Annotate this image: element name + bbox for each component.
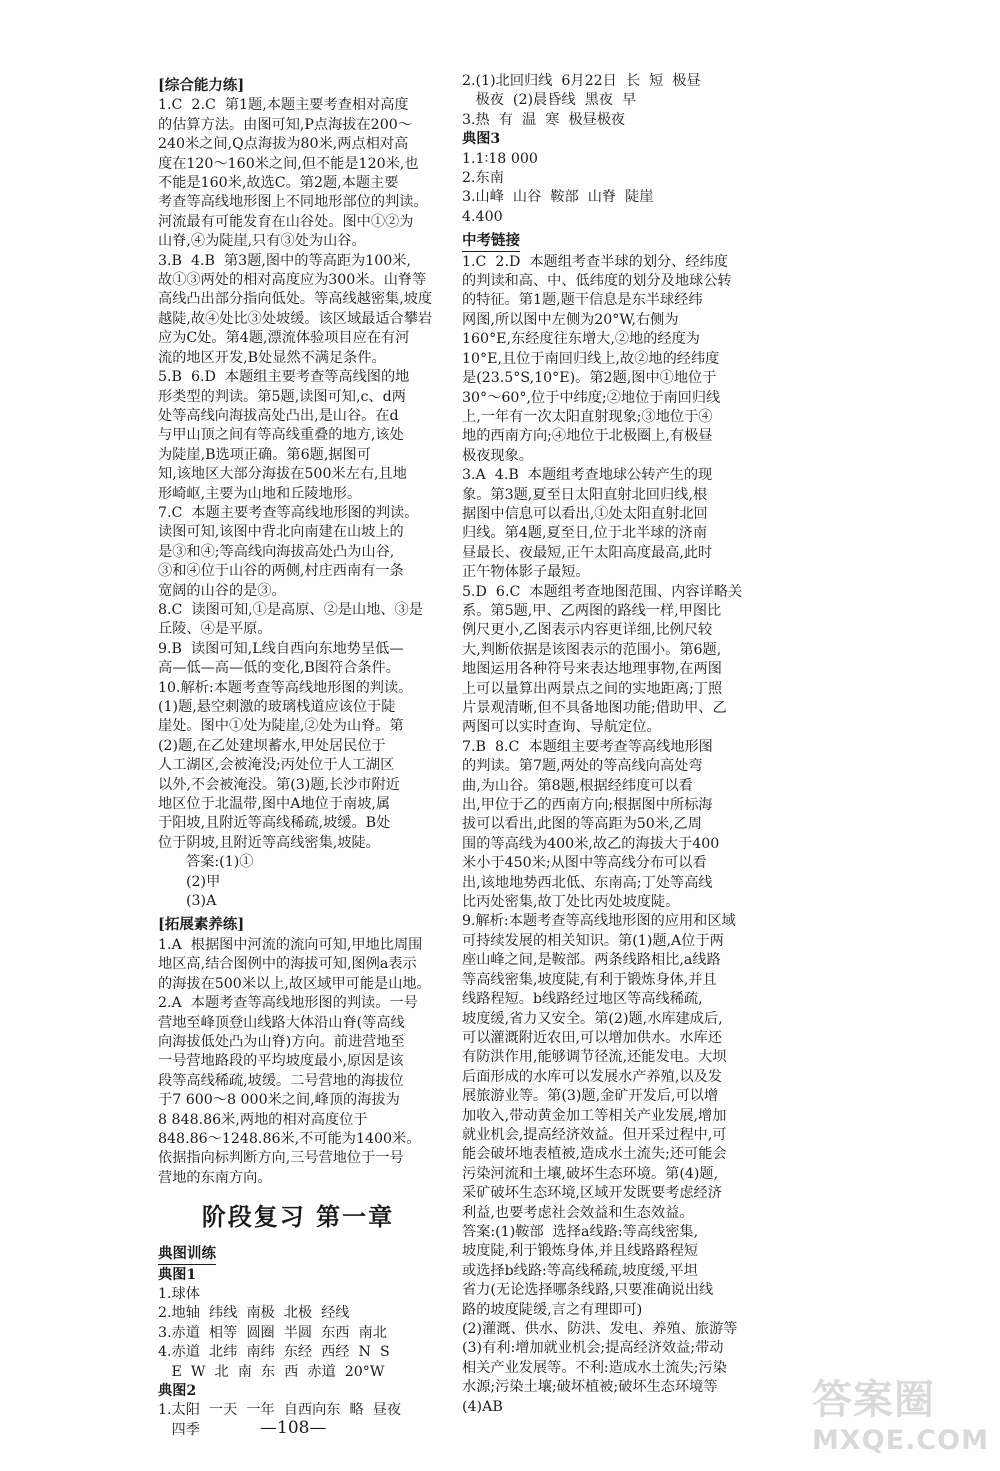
text-line: 或选择b线路:等高线稀疏,坡度缓,平坦 — [462, 1262, 698, 1279]
text-line: (2)甲 — [186, 873, 221, 890]
text-line: 流的地区开发,B处显然不满足条件。 — [158, 349, 386, 366]
section-heading-comprehensive: [综合能力练] — [158, 77, 245, 94]
text-line: 3.B 4.B 第3题,图中的等高距为100米, — [158, 252, 411, 269]
text-line: 3.赤道 相等 圆圈 半圆 东西 南北 — [158, 1324, 387, 1341]
text-line: 160°E,东经度往东增大,②地的经度为 — [462, 331, 700, 348]
text-line: 出,该地地势西北低、东南高;丁处等高线 — [462, 874, 713, 891]
text-line: 与甲山顶之间有等高线重叠的地方,该处 — [158, 427, 404, 444]
text-line: 于7 600～8 000米之间,峰顶的海拔为 — [158, 1092, 400, 1109]
text-line: 利益,也要考虑社会效益和生态效益。 — [462, 1204, 694, 1221]
exam-answer-3-4 — [462, 466, 778, 582]
text-line: E W 北 南 东 西 赤道 20°W — [158, 1363, 385, 1380]
text-line: 宽阔的山谷的是③。 — [158, 582, 286, 599]
exam-answer-7-8 — [462, 738, 778, 913]
text-line: 的估算方法。由图可知,P点海拔在200～ — [158, 116, 412, 133]
text-line: 两图可以实时查询、导航定位。 — [462, 719, 661, 736]
text-line: 例尺更小,乙图表示内容更详细,比例尺较 — [462, 622, 713, 639]
text-line: 山脊,④为陡崖,只有③处为山谷。 — [158, 233, 366, 250]
text-line: 3.热 有 温 寒 极昼极夜 — [462, 111, 626, 128]
text-line: 地区高,结合图例中的海拔可知,图例a表示 — [158, 956, 417, 973]
text-line: 座山峰之间,是鞍部。两条线路相比,a线路 — [462, 952, 721, 969]
text-line: 依据指向标判断方向,三号营地位于一号 — [158, 1150, 404, 1167]
text-line: 上,一年有一次太阳直射现象;③地位于④ — [462, 408, 713, 425]
text-line: 处等高线向海拔高处凸出,是山谷。在d — [158, 407, 399, 424]
exam-answer-9-answer — [462, 1223, 778, 1417]
text-line: 采矿破坏生态环境,区域开发既要考虑经济 — [462, 1185, 722, 1202]
figure-heading-3: 典图3 — [462, 131, 501, 148]
text-line: 的判读和高、中、低纬度的划分及地球公转 — [462, 273, 732, 290]
exam-answer-5-6 — [462, 583, 778, 738]
text-line: 位于阴坡,且附近等高线密集,坡陡。 — [158, 834, 380, 851]
figure-3-answers — [462, 150, 778, 228]
text-line: 可以灌溉附近农田,可以增加供水。水库还 — [462, 1029, 722, 1046]
text-line: 以外,不会被淹没。第(3)题,长沙市附近 — [158, 776, 400, 793]
text-line: 四季 — [158, 1421, 200, 1438]
text-line: 7.B 8.C 本题组主要考查等高线地形图 — [462, 738, 713, 755]
text-line: 1.1∶18 000 — [462, 150, 538, 167]
text-line: 一号营地路段的平均坡度最小,原因是该 — [158, 1053, 404, 1070]
text-line: 2.地轴 纬线 南极 北极 经线 — [158, 1305, 350, 1322]
text-line: 网图,所以图中左侧为20°W,右侧为 — [462, 311, 679, 328]
text-line: 7.C 本题主要考查等高线地形图的判读。 — [158, 504, 419, 521]
text-line: 高—低—高—低的变化,B图符合条件。 — [158, 660, 400, 677]
text-line: 曲,为山谷。第8题,根据经纬度可以看 — [462, 777, 693, 794]
answer-block-5-6 — [158, 368, 438, 504]
answer-block-9 — [158, 640, 438, 679]
text-line: 地的西南方向;④地位于北极圈上,有极昼 — [462, 428, 713, 445]
text-line: 为陡崖,B选项正确。第6题,据图可 — [158, 446, 371, 463]
watermark-bottom-text: MXQE.COM — [812, 1425, 989, 1456]
text-line: 营地的东南方向。 — [158, 1169, 272, 1186]
text-line: 故①③两处的相对高度应为300米。山脊等 — [158, 272, 427, 289]
text-line: 3.山峰 山谷 鞍部 山脊 陡崖 — [462, 189, 654, 206]
answer-block-7 — [158, 504, 438, 601]
text-line: 等高线密集,坡度陡,有利于锻炼身体,并且 — [462, 971, 717, 988]
text-line: 归线。第4题,夏至日,位于北半球的济南 — [462, 525, 708, 542]
text-line: 系。第5题,甲、乙两图的路线一样,甲图比 — [462, 602, 722, 619]
watermark-top-text: 答案圈 — [812, 1377, 935, 1423]
text-line: 极夜现象。 — [462, 447, 533, 464]
text-line: 后面形成的水库可以发展水产养殖,以及发 — [462, 1068, 722, 1085]
exam-answer-9 — [462, 912, 778, 1223]
text-line: 可持续发展的相关知识。第(1)题,A位于两 — [462, 932, 724, 949]
text-line: 有防洪作用,能够调节径流,还能发电。大坝 — [462, 1049, 727, 1066]
text-line: 正午物体影子最短。 — [462, 564, 590, 581]
text-line: 5.D 6.C 本题组考查地图范围、内容详略关 — [462, 583, 743, 600]
text-line: 形崎岖,主要为山地和丘陵地形。 — [158, 485, 362, 502]
section-heading-extension: [拓展素养练] — [158, 916, 245, 934]
text-line: 人工湖区,会被淹没;丙处位于人工湖区 — [158, 757, 395, 774]
section-heading-exam-link: 中考链接 — [462, 231, 520, 251]
text-line: 答案:(1)鞍部 选择a线路:等高线密集, — [462, 1223, 699, 1240]
text-line: 象。第3题,夏至日太阳直射北回归线,根 — [462, 486, 708, 503]
text-line: 240米之间,Q点海拔为80米,两点相对高 — [158, 136, 409, 153]
text-line: 1.C 2.D 本题组考查半球的划分、经纬度 — [462, 253, 728, 270]
text-line: 向海拔低处凸为山脊)方向。前进营地至 — [158, 1033, 405, 1050]
text-line: (2)题,在乙处建坝蓄水,甲处居民位于 — [158, 737, 386, 754]
text-line: 3.A 4.B 本题组考查地球公转产生的现 — [462, 467, 713, 484]
figure-2-answers-continued — [462, 72, 778, 130]
text-line: 1.球体 — [158, 1285, 200, 1302]
exam-answer-1-2 — [462, 253, 778, 466]
text-line: 是(23.5°S,10°E)。第2题,图中①地位于 — [462, 370, 717, 387]
text-line: 应为C处。第4题,漂流体验项目应在有河 — [158, 330, 410, 347]
text-line: 极夜 (2)晨昏线 黑夜 早 — [462, 92, 637, 109]
text-line: 昼最长、夜最短,正午太阳高度最高,此时 — [462, 544, 713, 561]
text-line: 9.解析:本题考查等高线地形图的应用和区域 — [462, 913, 736, 930]
text-line: 9.B 读图可知,L线自西向东地势呈低— — [158, 640, 404, 657]
text-line: 是③和④;等高线向海拔高处凸为山谷, — [158, 543, 395, 560]
text-line: 的特征。第1题,题干信息是东半球经纬 — [462, 292, 703, 309]
text-line: 地图运用各种符号来表达地理事物,在两图 — [462, 661, 722, 678]
text-line: 营地至峰顶登山线路大体沿山脊(等高线 — [158, 1014, 405, 1031]
left-column — [158, 72, 438, 1440]
text-line: 越陡,故④处比③处坡缓。该区域最适合攀岩 — [158, 310, 433, 327]
text-line: (4)AB — [462, 1398, 503, 1415]
text-line: 5.B 6.D 本题组主要考查等高线图的地 — [158, 369, 410, 386]
figure-heading-1: 典图1 — [158, 1266, 197, 1283]
text-line: 知,该地区大部分海拔在500米左右,且地 — [158, 466, 407, 483]
text-line: 拔可以看出,此图的等高距为50米,乙周 — [462, 816, 702, 833]
text-line: 地区位于北温带,图中A地位于南坡,属 — [158, 796, 391, 813]
text-line: 答案:(1)① — [186, 854, 254, 871]
text-line: 加收入,带动黄金加工等相关产业发展,增加 — [462, 1107, 727, 1124]
text-line: ③和④位于山谷的两侧,村庄西南有一条 — [158, 563, 404, 580]
text-line: 10.解析:本题考查等高线地形图的判读。 — [158, 679, 413, 696]
extension-answer-1 — [158, 936, 438, 994]
section-heading-figures: 典图训练 — [158, 1244, 216, 1264]
text-line: (1)题,悬空刺激的玻璃栈道应该位于陡 — [158, 699, 396, 715]
text-line: 30°～60°,位于中纬度;②地位于南回归线 — [462, 389, 721, 406]
text-line: 据图中信息可以看出,①处太阳直射北回 — [462, 505, 708, 522]
text-line: 上可以量算出两景点之间的实地距离;丁照 — [462, 680, 723, 697]
text-line: 坡度缓,省力又安全。第(2)题,水库建成后, — [462, 1010, 723, 1027]
text-line: (3)A — [186, 893, 217, 910]
text-line: 1.C 2.C 第1题,本题主要考查相对高度 — [158, 97, 409, 114]
answer-block-10 — [158, 679, 438, 854]
text-line: (2)灌溉、供水、防洪、发电、养殖、旅游等 — [462, 1321, 738, 1337]
text-line: 出,甲位于乙的西南方向;根据图中所标海 — [462, 797, 713, 814]
text-line: 相关产业发展等。不利:造成水土流失;污染 — [462, 1359, 727, 1376]
text-line: 2.(1)北回归线 6月22日 长 短 极昼 — [462, 73, 701, 89]
answer-block-8 — [158, 601, 438, 640]
text-line: 路的坡度陡缓,言之有理即可) — [462, 1301, 643, 1318]
text-line: 线路程短。b线路经过地区等高线稀疏, — [462, 991, 703, 1008]
text-line: 读图可知,该图中背北向南建在山坡上的 — [158, 524, 404, 541]
figure-heading-2: 典图2 — [158, 1383, 197, 1399]
page-number: —108— — [260, 1418, 327, 1438]
watermark-logo — [812, 1368, 989, 1460]
text-line: 河流最有可能发育在山谷处。图中①②为 — [158, 213, 414, 230]
text-line: 度在120～160米之间,但不能是120米,也 — [158, 155, 419, 172]
text-line: 形类型的判读。第5题,读图可知,c、d两 — [158, 388, 406, 405]
extension-answer-2 — [158, 994, 438, 1188]
text-line: 片景观清晰,但不具备地图功能;借助甲、乙 — [462, 700, 727, 716]
text-line: 污染河流和土壤,破坏生态环境。第(4)题, — [462, 1165, 719, 1182]
text-line: 4.400 — [462, 208, 503, 225]
text-line: 坡度陡,利于锻炼身体,并且线路路程短 — [462, 1243, 699, 1260]
text-line: 8.C 读图可知,①是高原、②是山地、③是 — [158, 601, 423, 618]
figure-1-answers — [158, 1285, 438, 1382]
answer-block-10-answer — [158, 853, 438, 911]
answer-block-3-4 — [158, 252, 438, 368]
text-line: 省力(无论选择哪条线路,只要准确说出线 — [462, 1282, 714, 1299]
text-line: 1.太阳 一天 一年 自西向东 略 昼夜 — [158, 1402, 402, 1419]
text-line: 2.A 本题考查等高线地形图的判读。一号 — [158, 995, 418, 1012]
text-line: 展旅游业等。第(3)题,金矿开发后,可以增 — [462, 1088, 719, 1105]
text-line: 大,判断依据是该图表示的范围小。第6题, — [462, 641, 722, 658]
answer-block-1-2 — [158, 96, 438, 251]
text-line: 848.86～1248.86米,不可能为1400米。 — [158, 1130, 421, 1147]
text-line: 围的等高线为400米,故乙的海拔大于400 — [462, 835, 720, 852]
text-line: 水源;污染土壤;破坏植被;破坏生态环境等 — [462, 1379, 718, 1396]
text-line: 10°E,且位于南回归线上,故②地的经纬度 — [462, 350, 720, 367]
text-line: 8 848.86米,两地的相对高度位于 — [158, 1111, 368, 1128]
text-line: 于阳坡,且附近等高线稀疏,坡缓。B处 — [158, 815, 391, 832]
text-line: 比丙处密集,故丁处比丙处坡度陡。 — [462, 894, 680, 911]
text-line: 4.赤道 北纬 南纬 东经 西经 N S — [158, 1344, 390, 1361]
text-line: 米小于450米;从图中等高线分布可以看 — [462, 855, 707, 872]
text-line: 就业机会,提高经济效益。但开采过程中,可 — [462, 1126, 727, 1143]
text-line: 的判读。第7题,两处的等高线向高处弯 — [462, 758, 703, 775]
text-line: 的海拔在500米以上,故区域甲可能是山地。 — [158, 975, 431, 992]
text-line: 段等高线稀疏,坡缓。二号营地的海拔位 — [158, 1072, 404, 1089]
text-line: 崖处。图中①处为陡崖,②处为山脊。第 — [158, 718, 404, 735]
chapter-title: 阶段复习 第一章 — [201, 1202, 395, 1232]
text-line: 高线凸出部分指向低处。等高线越密集,坡度 — [158, 291, 433, 308]
text-line: (3)有利:增加就业机会;提高经济效益;带动 — [462, 1340, 724, 1357]
right-column — [462, 72, 778, 1417]
text-line: 考查等高线地形图上不同地形部位的判读。 — [158, 194, 428, 211]
text-line: 2.东南 — [462, 170, 504, 187]
text-line: 不能是160米,故选C。第2题,本题主要 — [158, 175, 399, 192]
text-line: 1.A 根据图中河流的流向可知,甲地比周围 — [158, 936, 423, 953]
text-line: 能会破坏地表植被,造成水土流失;还可能会 — [462, 1146, 727, 1163]
text-line: 丘陵、④是平原。 — [158, 621, 272, 638]
